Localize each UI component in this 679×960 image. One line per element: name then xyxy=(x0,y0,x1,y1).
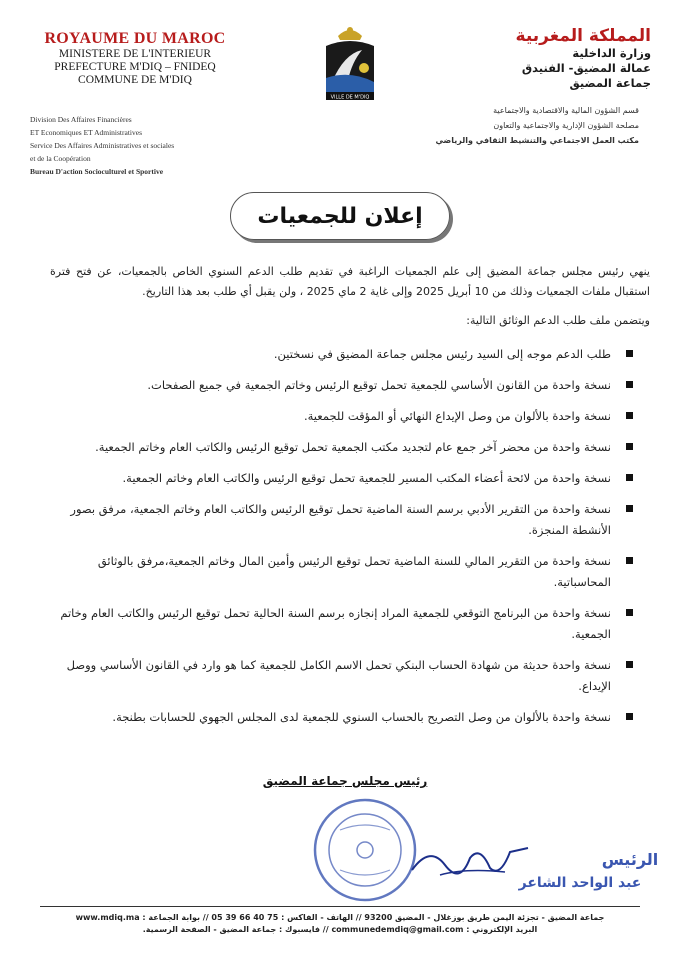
division-fr-line: et de la Coopération xyxy=(30,154,91,163)
list-item xyxy=(55,499,635,541)
bullet-icon xyxy=(626,350,633,357)
list-item xyxy=(55,468,635,489)
prefecture-fr: PREFECTURE M'DIQ – FNIDEQ xyxy=(54,61,216,73)
list-item xyxy=(55,603,635,645)
bureau-fr: Bureau D'action Socioculturel et Sportive xyxy=(30,167,164,176)
division-ar xyxy=(389,103,639,148)
list-item xyxy=(55,344,635,365)
ministry-fr: MINISTERE DE L'INTERIEUR xyxy=(58,48,212,60)
seal-text-icon xyxy=(470,845,670,895)
kingdom-name-fr: ROYAUME DU MAROC xyxy=(44,30,226,47)
header-french xyxy=(20,30,250,87)
division-ar-line: مصلحة الشؤون الإدارية والاجتماعية والتعاون xyxy=(493,121,639,130)
commune-emblem xyxy=(318,22,382,104)
list-item xyxy=(55,375,635,396)
division-fr-line: ET Economiques ET Administratives xyxy=(30,128,143,137)
bullet-icon xyxy=(626,557,633,564)
required-documents-list xyxy=(55,344,635,738)
intro-paragraph: ينهي رئيس مجلس جماعة المضيق إلى علم الجمعيات الراغبة في تقديم طلب الدعم السنوي الخاص بالجمعيات، عن فتح فترة استقبال ملفات الجمعيات وذلك من 10 أبريل 2025 وإلى غاية 2 ماي 2025 ، ولن يقبل أي طلب بعد هذا التاريخ. xyxy=(50,265,650,298)
list-item-text: نسخة واحدة من التقرير الأدبي برسم السنة الماضية تحمل توقيع الرئيس والكاتب العام وخاتم الجمعية، مرفق بصور الأنشطة المنجزة. xyxy=(70,502,611,537)
list-item-text: نسخة واحدة من محضر آخر جمع عام لتجديد مكتب الجمعية تحمل توقيع الرئيس والكاتب العام وخاتم الجمعية. xyxy=(95,440,611,454)
list-item-text: نسخة واحدة حديثة من شهادة الحساب البنكي تحمل الاسم الكامل للجمعية كما هو وارد في القانون الأساسي ووصل الإيداع. xyxy=(66,658,611,693)
list-item-text: نسخة واحدة من القانون الأساسي للجمعية تحمل توقيع الرئيس وخاتم الجمعية في جميع الصفحات. xyxy=(147,378,611,392)
bureau-ar: مكتب العمل الاجتماعي والتنشيط الثقافي والرياضي xyxy=(435,136,639,145)
commune-ar: جماعة المضيق xyxy=(569,76,651,90)
commune-fr: COMMUNE DE M'DIQ xyxy=(78,74,192,86)
header-arabic xyxy=(411,26,651,91)
ministry-ar: وزارة الداخلية xyxy=(572,46,651,60)
list-item-text: نسخة واحدة من التقرير المالي للسنة الماضية تحمل توقيع الرئيس وأمين المال وخاتم الجمعية،مرفق بالوثائق المحاسباتية. xyxy=(97,554,611,589)
bullet-icon xyxy=(626,474,633,481)
list-item-text: نسخة واحدة من البرنامج التوقعي للجمعية المراد إنجازه برسم السنة الحالية تحمل توقيع الرئيس والكاتب العام وخاتم الجمعية. xyxy=(60,606,611,641)
bullet-icon xyxy=(626,661,633,668)
seal-role: الرئيس xyxy=(601,850,659,869)
list-item xyxy=(55,655,635,697)
bullet-icon xyxy=(626,443,633,450)
footer-address: جماعة المضيق - تجزئة اليمن طريق بوزغلال - المضيق 93200 // الهاتف - الفاكس : 75 40 66 39 05 // بوابة الجماعة : www.mdiq.ma xyxy=(75,913,605,922)
list-item-text: نسخة واحدة بالألوان من وصل التصريح بالحساب السنوي للجمعية لدى المجلس الجهوي للحسابات بطنجة. xyxy=(112,710,611,724)
emblem-logo-icon xyxy=(318,22,382,104)
seal-name: عبد الواحد الشاعر xyxy=(518,875,642,891)
division-fr xyxy=(30,113,230,178)
list-item-text: نسخة واحدة من لائحة أعضاء المكتب المسير للجمعية تحمل توقيع الرئيس والكاتب العام وخاتم الجمعية. xyxy=(122,471,611,485)
footer-contact: البريد الإلكتروني : communedemdiq@gmail.com // فايسبوك : جماعة المضيق - الصفحة الرسمية. xyxy=(142,925,538,934)
bullet-icon xyxy=(626,609,633,616)
division-fr-line: Service Des Affaires Administratives et sociales xyxy=(30,141,175,150)
bullet-icon xyxy=(626,412,633,419)
president-seal xyxy=(470,845,670,895)
list-item xyxy=(55,406,635,427)
division-fr-line: Division Des Affaires Financières xyxy=(30,115,132,124)
list-item xyxy=(55,707,635,728)
list-header: ويتضمن ملف طلب الدعم الوثائق التالية: xyxy=(466,314,650,327)
kingdom-name-ar: المملكة المغربية xyxy=(515,26,651,46)
bullet-icon xyxy=(626,505,633,512)
president-title: رئيس مجلس جماعة المضيق xyxy=(262,774,428,788)
prefecture-ar: عمالة المضيق- الفنيدق xyxy=(521,61,651,75)
announcement-title: إعلان للجمعيات xyxy=(230,192,450,240)
bullet-icon xyxy=(626,381,633,388)
list-item-text: طلب الدعم موجه إلى السيد رئيس مجلس جماعة المضيق في نسختين. xyxy=(273,347,611,361)
list-item-text: نسخة واحدة بالألوان من وصل الإيداع النهائي أو المؤقت للجمعية. xyxy=(303,409,611,423)
emblem-label: VILLE DE M'DIQ xyxy=(330,94,370,101)
list-item xyxy=(55,437,635,458)
footer-divider xyxy=(40,906,640,907)
bullet-icon xyxy=(626,713,633,720)
division-ar-line: قسم الشؤون المالية والاقتصادية والاجتماعية xyxy=(493,106,639,115)
list-item xyxy=(55,551,635,593)
footer xyxy=(40,912,640,936)
